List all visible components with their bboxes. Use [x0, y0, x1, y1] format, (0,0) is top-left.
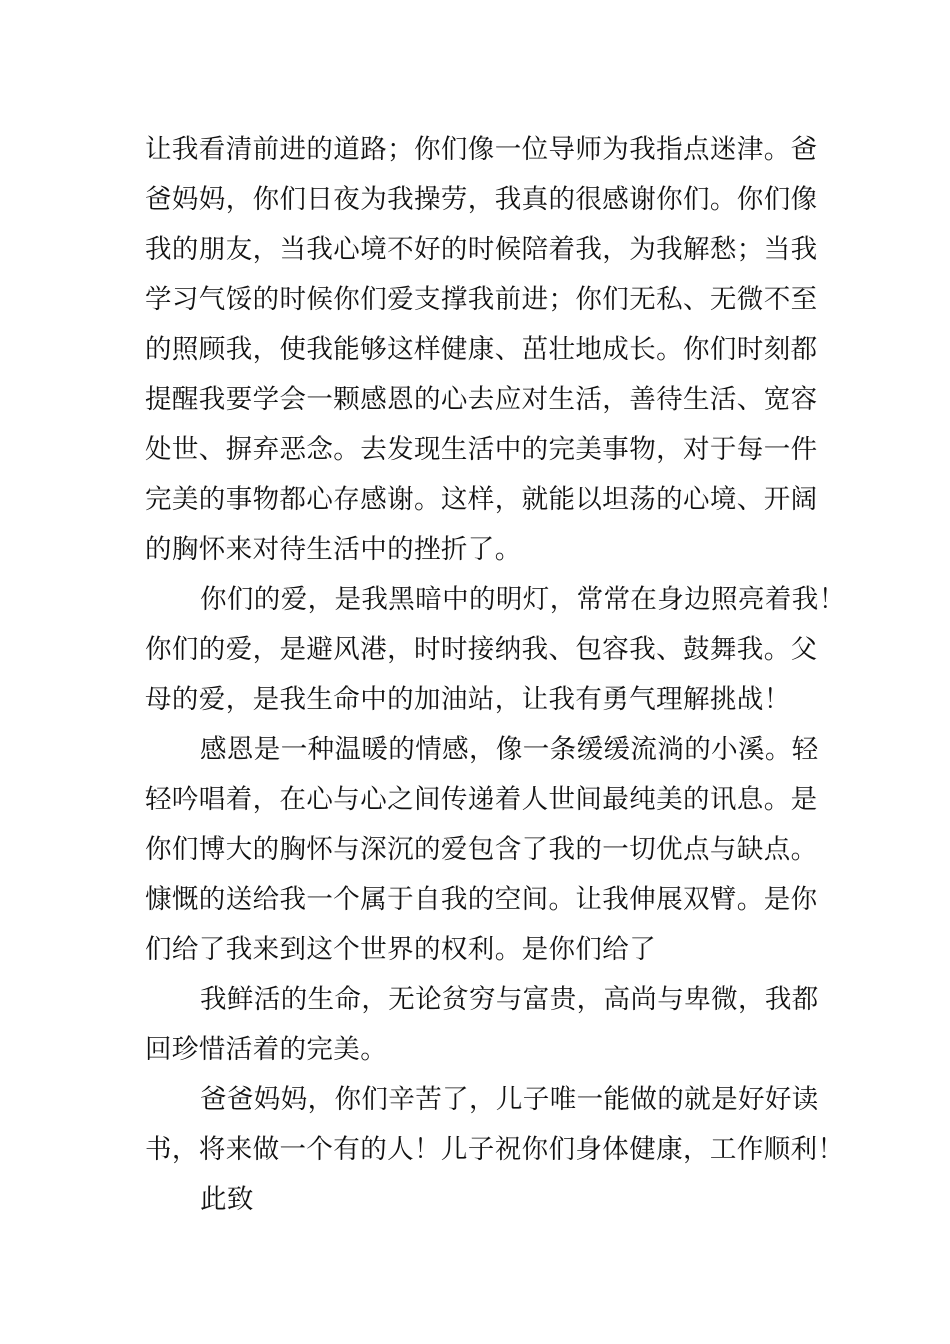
text-line: 学习气馁的时候你们爱支撑我前进；你们无私、无微不至	[145, 284, 818, 315]
text-line: 书，将来做一个有的人！儿子祝你们身体健康，工作顺利！	[145, 1134, 845, 1165]
text-line: 的照顾我，使我能够这样健康、茁壮地成长。你们时刻都	[145, 334, 818, 365]
text-line: 我的朋友，当我心境不好的时候陪着我，为我解愁；当我	[145, 234, 818, 265]
text-line: 你们博大的胸怀与深沉的爱包含了我的一切优点与缺点。	[145, 834, 818, 865]
paragraph-first-line: 你们的爱，是我黑暗中的明灯，常常在身边照亮着我！	[200, 584, 846, 615]
text-line: 轻吟唱着，在心与心之间传递着人世间最纯美的讯息。是	[145, 784, 818, 815]
text-line: 的胸怀来对待生活中的挫折了。	[145, 534, 522, 565]
paragraph-first-line: 我鲜活的生命，无论贫穷与富贵，高尚与卑微，我都	[200, 984, 819, 1015]
paragraph-first-line: 感恩是一种温暖的情感，像一条缓缓流淌的小溪。轻	[200, 734, 819, 765]
paragraph-first-line: 爸爸妈妈，你们辛苦了，儿子唯一能做的就是好好读	[200, 1084, 819, 1115]
text-line: 爸妈妈，你们日夜为我操劳，我真的很感谢你们。你们像	[145, 184, 818, 215]
closing-salutation: 此致	[200, 1184, 254, 1215]
text-line: 慷慨的送给我一个属于自我的空间。让我伸展双臂。是你	[145, 884, 818, 915]
text-line: 们给了我来到这个世界的权利。是你们给了	[145, 934, 657, 965]
text-line: 你们的爱，是避风港，时时接纳我、包容我、鼓舞我。父	[145, 634, 818, 665]
text-line: 完美的事物都心存感谢。这样，就能以坦荡的心境、开阔	[145, 484, 818, 515]
text-line: 让我看清前进的道路；你们像一位导师为我指点迷津。爸	[145, 134, 818, 165]
text-line: 母的爱，是我生命中的加油站，让我有勇气理解挑战！	[145, 684, 791, 715]
text-line: 提醒我要学会一颗感恩的心去应对生活，善待生活、宽容	[145, 384, 818, 415]
text-line: 回珍惜活着的完美。	[145, 1034, 388, 1065]
text-line: 处世、摒弃恶念。去发现生活中的完美事物，对于每一件	[145, 434, 818, 465]
